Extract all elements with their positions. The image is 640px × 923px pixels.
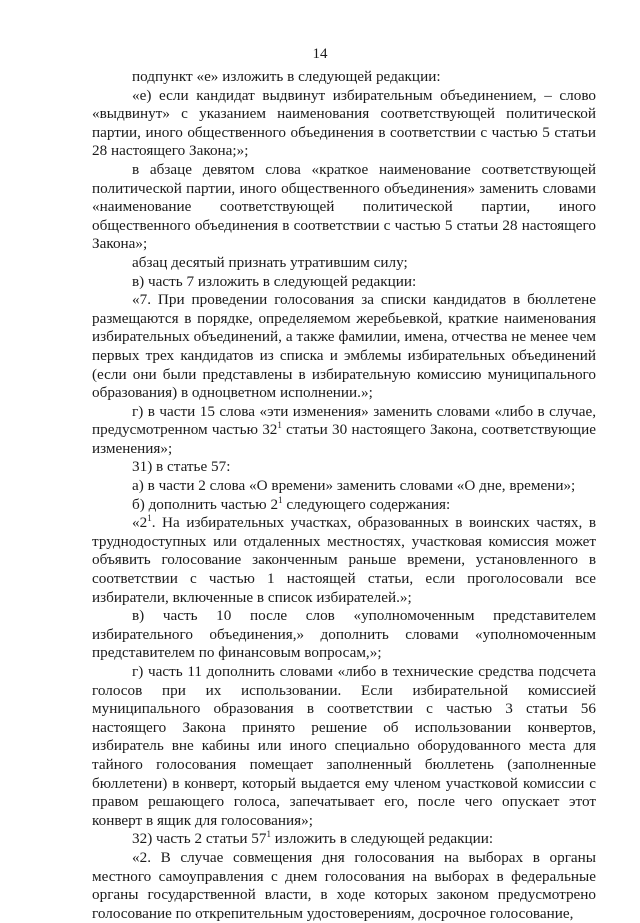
paragraph-10-before: б) дополнить частью 2 <box>132 495 279 513</box>
paragraph-10-after: следующего содержания: <box>282 495 451 513</box>
paragraph-10-superscript: 1 <box>278 494 283 505</box>
paragraph-6: «7. При проведении голосования за списки кандидатов в бюллетене размещаются в порядке, определяемом жеребьевкой, краткие наименования избирательных объединений, а также фамилии, имена, отчества не менее чем первых трех кандидатов из списка и эмблемы избирательных объединений (если они были представлены в избирательную комиссию муниципального образования) в одноцветном исполнении.»; <box>92 291 596 402</box>
paragraph-13: г) часть 11 дополнить словами «либо в технические средства подсчета голосов при их использовании. Если избирательной комиссией муниципального образования в соответствии с частью 3 статьи 56 настоящего Закона принято решение об использовании конвертов, избиратель вне кабины или иного специально оборудованного места для тайного голосования помещает заполненный бюллетень (заполненные бюллетени) в конверт, который выдается ему членом участковой комиссии с правом решающего голоса, запечатывает его, после чего опускает этот конверт в ящик для голосования»; <box>92 663 596 829</box>
paragraph-4: абзац десятый признать утратившим силу; <box>132 253 408 271</box>
paragraph-7-after: статьи 30 настоящего Закона, соответствующие изменения»; <box>92 421 596 457</box>
body-text <box>92 68 596 923</box>
paragraph-10 <box>92 496 596 515</box>
paragraph-5: в) часть 7 изложить в следующей редакции: <box>132 272 417 290</box>
paragraph-11-superscript: 1 <box>147 513 152 524</box>
paragraph-8: 31) в статье 57: <box>132 458 231 476</box>
paragraph-2: «е) если кандидат выдвинут избирательным объединением, – слово «выдвинут» с указанием наименования соответствующей политической партии, иного общественного объединения в соответствии с частью 5 статьи 28 настоящего Закона;»; <box>92 86 596 160</box>
paragraph-15: «2. В случае совмещения дня голосования на выборах в органы местного самоуправления с днем голосования на выборах в федеральные органы государственной власти, в ходе которых законом предусмотрено голосование по открепительным удостоверениям, досрочное голосование, <box>92 848 596 922</box>
paragraph-7 <box>92 403 596 459</box>
paragraph-11-before: «2 <box>132 514 148 532</box>
paragraph-12: в) часть 10 после слов «уполномоченным представителем избирательного объединения,» дополнить словами «уполномоченным представителем по финансовым вопросам,»; <box>92 607 596 662</box>
paragraph-1: подпункт «е» изложить в следующей редакции: <box>132 68 441 85</box>
paragraph-14-before: 32) часть 2 статьи 57 <box>132 830 267 848</box>
paragraph-11-after: . На избирательных участках, образованных в воинских частях, в труднодоступных или отдаленных местностях, участковая комиссия может объявить голосование законченным раньше времени, установленного в соответствии с частью 1 настоящей статьи, если проголосовали все избиратели, включенные в список избирателей.»; <box>92 514 596 606</box>
paragraph-14-after: изложить в следующей редакции: <box>271 830 494 848</box>
paragraph-3: в абзаце девятом слова «краткое наименование соответствующей политической партии, иного общественного объединения» заменить словами «наименование соответствующей политической партии, иного общественного объединения в соответствии с частью 5 статьи 28 настоящего Закона»; <box>92 160 596 253</box>
paragraph-14-superscript: 1 <box>266 829 271 840</box>
paragraph-7-before: г) в части 15 слова «эти изменения» заменить словами «либо в случае, предусмотренном частью 32 <box>92 402 596 439</box>
page-number: 14 <box>312 46 328 62</box>
paragraph-11 <box>92 514 596 607</box>
paragraph-9: а) в части 2 слова «О времени» заменить словами «О дне, времени»; <box>132 477 576 495</box>
paragraph-14 <box>92 830 596 849</box>
paragraph-7-superscript: 1 <box>277 420 282 431</box>
